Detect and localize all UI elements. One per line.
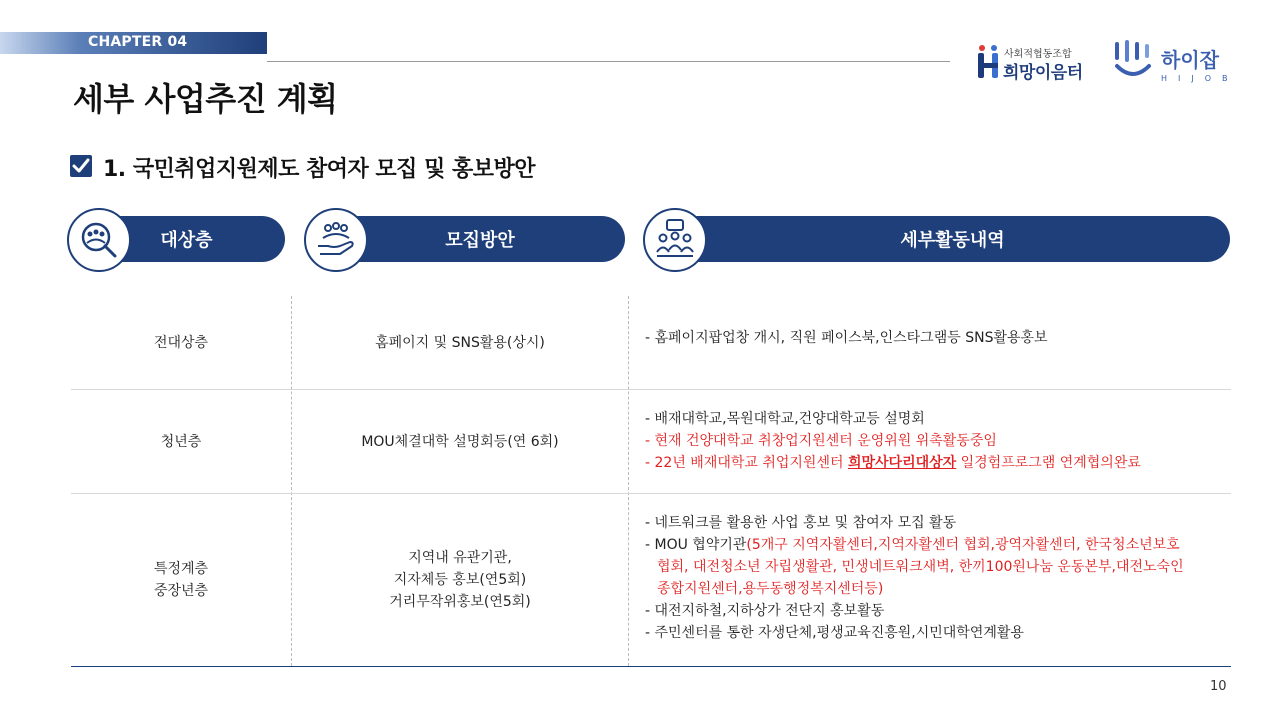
search-people-icon xyxy=(67,208,131,272)
detail-line-highlight: - 현재 건양대학교 취창업지원센터 운영위원 위촉활동중임 xyxy=(645,433,997,449)
logo-hijob xyxy=(1113,38,1238,90)
detail-line: - 주민센터를 통한 자생단체,평생교육진흥원,시민대학연계활용 xyxy=(645,625,1024,641)
logo-hi-mark-icon xyxy=(1113,38,1153,80)
row-1-target-text: 전대상층 xyxy=(153,334,209,351)
row-3-target-text: 특정계층 xyxy=(153,561,209,577)
row-3-method-text: 지역내 유관기관, xyxy=(408,550,512,566)
column-header-details xyxy=(675,216,1230,262)
page-title: 세부 사업추진 계획 xyxy=(73,80,338,118)
detail-line-highlight: 협회, 대전청소년 자립생활관, 민생네트워크새벽, 한끼100원나눔 운동본부,대전노숙인 xyxy=(657,559,1184,575)
table-bottom-rule xyxy=(71,666,1231,667)
row-2-target-text: 청년층 xyxy=(160,433,202,450)
page-number: 10 xyxy=(1210,679,1227,694)
column-header-target-label: 대상층 xyxy=(160,230,213,251)
logo-h-mark-icon xyxy=(975,44,1001,80)
detail-line: - 홈페이지팝업창 개시, 직원 페이스북,인스타그램등 SNS활용홍보 xyxy=(645,330,1048,346)
logo1-small-text: 사회적협동조합 xyxy=(1004,49,1072,60)
logo1-big-text: 희망이음터 xyxy=(1003,63,1083,83)
row-2-method-text: MOU체결대학 설명회등(연 6회) xyxy=(361,433,559,450)
chapter-label: CHAPTER 04 xyxy=(88,34,188,50)
meeting-icon xyxy=(643,208,707,272)
row-1-method xyxy=(292,296,628,389)
logo2-sub-text: HIJOB xyxy=(1161,74,1239,83)
title-rule xyxy=(267,61,950,62)
row-3-target-text: 중장년층 xyxy=(153,583,209,599)
detail-line-highlight: 종합지원센터,용두동행정복지센터등) xyxy=(657,581,884,597)
detail-highlight: (5개구 지역자활센터,지역자활센터 협회,광역자활센터, 한국청소년보호 xyxy=(746,537,1180,553)
detail-line: - 배재대학교,목원대학교,건양대학교등 설명회 xyxy=(645,411,925,427)
detail-text: 일경험프로그램 연계협의완료 xyxy=(956,455,1141,471)
detail-text: - MOU 협약기관 xyxy=(645,537,747,553)
row-2-details xyxy=(645,408,1141,474)
logo2-text: 하이잡 xyxy=(1161,48,1219,72)
column-divider xyxy=(628,296,629,666)
detail-text: - 22년 배재대학교 취업지원센터 xyxy=(645,455,848,471)
column-header-details-label: 세부활동내역 xyxy=(900,230,1005,251)
row-2-method xyxy=(292,390,628,493)
logo-hope-connect xyxy=(975,42,1105,82)
row-1-target xyxy=(71,296,291,389)
row-2-target xyxy=(71,390,291,493)
detail-line xyxy=(645,534,1184,556)
detail-emphasis: 희망사다리대상자 xyxy=(847,455,957,471)
row-3-method-text: 거리무작위홍보(연5회) xyxy=(389,594,531,610)
checkbox-icon xyxy=(70,155,92,177)
row-3-method xyxy=(292,494,628,666)
row-3-target xyxy=(71,494,291,666)
row-3-details xyxy=(645,512,1184,644)
detail-line: - 네트워크를 활용한 사업 홍보 및 참여자 모집 활동 xyxy=(645,515,957,531)
row-1-details xyxy=(645,327,1048,349)
section-title: 1. 국민취업지원제도 참여자 모집 및 홍보방안 xyxy=(103,157,535,182)
column-header-method-label: 모집방안 xyxy=(445,230,515,251)
detail-line: - 대전지하철,지하상가 전단지 홍보활동 xyxy=(645,603,885,619)
detail-line-highlight xyxy=(645,452,1141,474)
column-header-method xyxy=(335,216,625,262)
hand-group-icon xyxy=(304,208,368,272)
row-1-method-text: 홈페이지 및 SNS활용(상시) xyxy=(375,334,545,351)
row-3-method-text: 지자체등 홍보(연5회) xyxy=(393,572,527,588)
